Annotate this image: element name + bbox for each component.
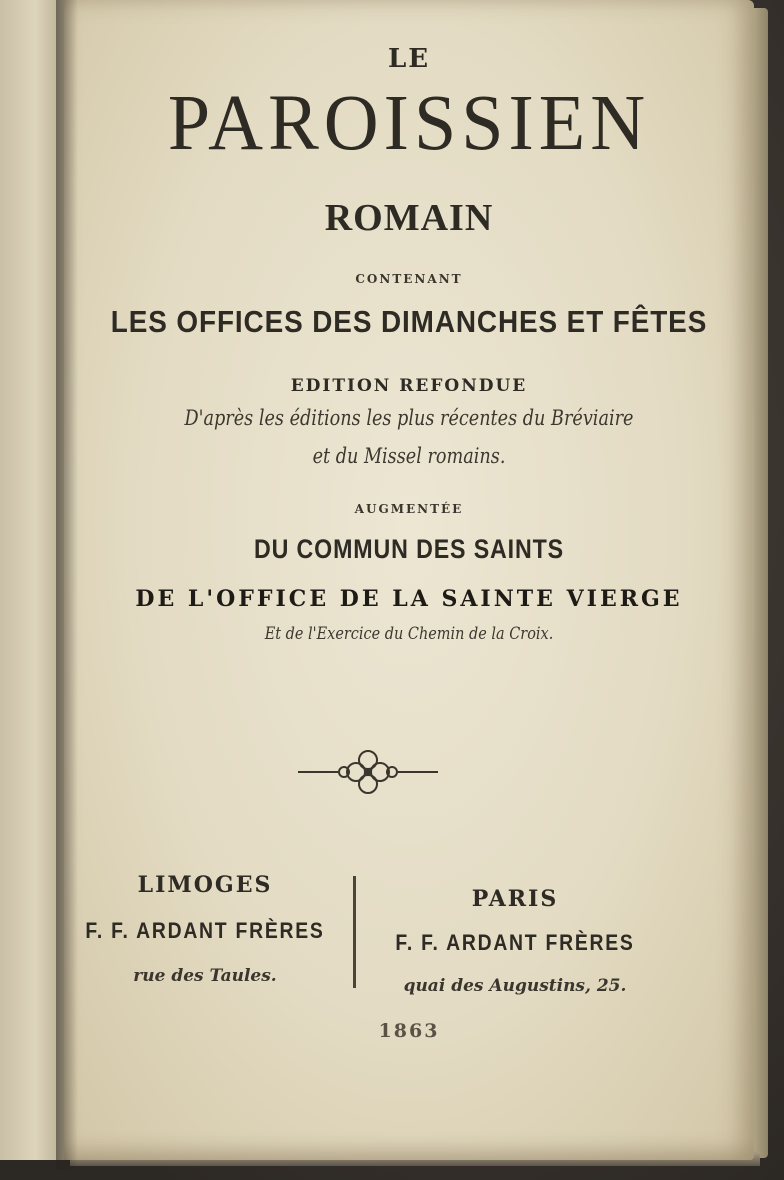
imprint-left-city: LIMOGES [137, 872, 273, 898]
imprint-left-publisher: F. F. ARDANT FRÈRES [85, 918, 325, 943]
book-title: PAROISSIEN [167, 78, 651, 168]
publication-year: 1863 [378, 1020, 440, 1042]
imprint-divider [353, 876, 356, 988]
augmentee-label: AUGMENTÉE [354, 502, 464, 516]
imprint-right-publisher: F. F. ARDANT FRÈRES [395, 930, 635, 955]
commun-line: DU COMMUN DES SAINTS [253, 534, 565, 564]
exercice-line: Et de l'Exercice du Chemin de la Croix. [264, 624, 554, 644]
imprint-right-address: quai des Augustins, 25. [403, 976, 627, 996]
imprint-left-address: rue des Taules. [133, 966, 277, 986]
edition-note-line1: D'après les éditions les plus récentes du Bréviaire [184, 406, 634, 430]
vierge-line: DE L'OFFICE DE LA SAINTE VIERGE [135, 586, 683, 612]
edition-label: EDITION REFONDUE [290, 376, 528, 396]
title-article: LE [387, 44, 431, 74]
edition-note-line2: et du Missel romains. [312, 444, 506, 468]
book-subtitle: ROMAIN [324, 197, 494, 239]
fleuron-ornament-icon [294, 744, 442, 800]
spine-shadow [56, 0, 78, 1170]
offices-line: LES OFFICES DES DIMANCHES ET FÊTES [110, 304, 708, 339]
contenant-label: CONTENANT [355, 272, 463, 286]
imprint-right-city: PARIS [471, 886, 559, 912]
